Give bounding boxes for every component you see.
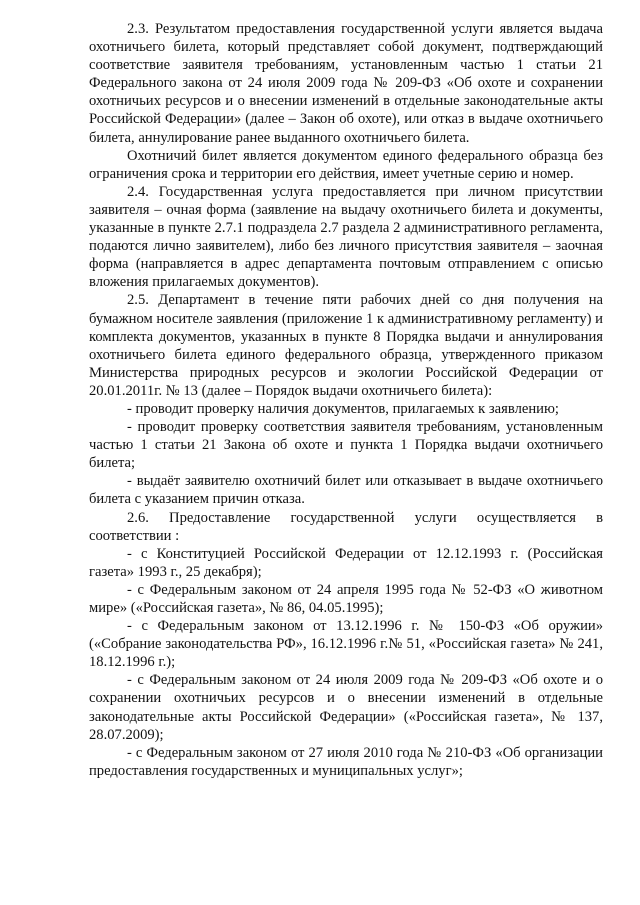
paragraph-2-4: 2.4. Государственная услуга предоставляется при личном присутствии заявителя – очная форма (заявление на выдачу охотничьего билета и документы, указанные в пункте 2.7.1 подраздела 2.7 раздела 2 административного регламента, подаются лично заявителем), либо без личного присутствия заявителя – заочная форма (направляется в адрес департамента почтовым отправлением с описью вложения прилагаемых документов). [89, 183, 603, 291]
list-item-law-52-fz: - с Федеральным законом от 24 апреля 1995 года № 52-ФЗ «О животном мире» («Российская газета», № 86, 04.05.1995); [89, 581, 603, 616]
list-item-law-150-fz: - с Федеральным законом от 13.12.1996 г. № 150-ФЗ «Об оружии» («Собрание законодательства РФ», 16.12.1996 г.№ 51, «Российская газета» № 241, 18.12.1996 г.); [89, 618, 603, 671]
document-page [89, 20, 603, 780]
list-item-law-209-fz: - с Федеральным законом от 24 июля 2009 года № 209-ФЗ «Об охоте и о сохранении охотничьих ресурсов и о внесении изменений в отдельные законодательные акты Российской Федерации» («Российская газета», № 137, 28.07.2009); [89, 672, 603, 743]
list-item-check-compliance: - проводит проверку соответствия заявителя требованиям, установленным частью 1 статьи 21 Закона об охоте и пункта 1 Порядка выдачи охотничьего билета; [89, 419, 603, 472]
list-item-issue-or-refuse: - выдаёт заявителю охотничий билет или отказывает в выдаче охотничьего билета с указанием причин отказа. [89, 473, 603, 508]
list-item-check-documents: - проводит проверку наличия документов, прилагаемых к заявлению; [127, 400, 559, 417]
paragraph-hunting-ticket: Охотничий билет является документом единого федерального образца без ограничения срока и территории его действия, имеет учетные серию и номер. [89, 147, 603, 182]
list-item-constitution: - с Конституцией Российской Федерации от 12.12.1993 г. (Российская газета» 1993 г., 25 декабря); [89, 545, 603, 580]
paragraph-2-5: 2.5. Департамент в течение пяти рабочих дней со дня получения на бумажном носителе заявления (приложение 1 к административному регламенту) и комплекта документов, указанных в пункте 8 Порядка выдачи и аннулирования охотничьего билета единого федерального образца, утвержденного приказом Министерства природных ресурсов и экологии Российской Федерации от 20.01.2011г. № 13 (далее – Порядок выдачи охотничьего билета): [89, 292, 603, 399]
paragraph-2-6: 2.6. Предоставление государственной услуги осуществляется в соответствии : [89, 509, 603, 544]
list-item-law-210-fz: - с Федеральным законом от 27 июля 2010 года № 210-ФЗ «Об организации предоставления государственных и муниципальных услуг»; [89, 744, 603, 779]
paragraph-2-3: 2.3. Результатом предоставления государственной услуги является выдача охотничьего билета, который представляет собой документ, подтверждающий соответствие заявителя требованиям, установленным частью 1 статьи 21 Федерального закона от 24 июля 2009 года № 209-ФЗ «Об охоте и сохранении охотничьих ресурсов и о внесении изменений в отдельные законодательные акты Российской Федерации» (далее – Закон об охоте), или отказ в выдаче охотничьего билета, аннулирование ранее выданного охотничьего билета. [89, 21, 603, 146]
